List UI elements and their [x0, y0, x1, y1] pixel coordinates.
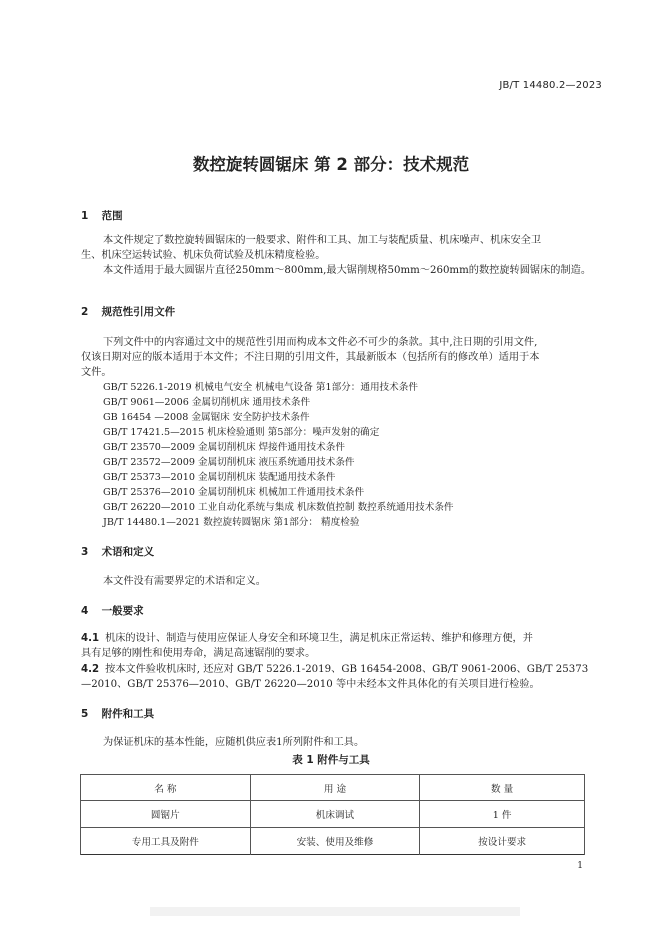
- section-title: 规范性引用文件: [101, 306, 176, 318]
- clause-4-2-line-2: —2010、GB/T 25376—2010、GB/T 26220—2010 等中未经本文件具体化的有关项目进行检验。: [81, 679, 540, 690]
- column-header-name: 名 称: [81, 775, 251, 801]
- reference-item: JB/T 14480.1—2021 数控旋转圆锯床 第1部分： 精度检验: [103, 517, 360, 528]
- clause-number: 4.2: [81, 664, 100, 675]
- standard-code: JB/T 14480.2—2023: [499, 80, 602, 91]
- section-title: 附件和工具: [101, 708, 155, 720]
- accessories-table: [80, 774, 585, 855]
- section-number: 3: [81, 546, 89, 558]
- reference-item: GB/T 5226.1-2019 机械电气安全 机械电气设备 第1部分：通用技术条件: [103, 382, 418, 393]
- document-title: 数控旋转圆锯床 第 2 部分：技术规范: [192, 155, 470, 174]
- section-number: 5: [81, 708, 89, 720]
- section-3-heading: [81, 544, 154, 559]
- column-header-quantity: 数 量: [420, 775, 585, 801]
- section-1-heading: [81, 208, 123, 223]
- section-title: 一般要求: [101, 605, 144, 617]
- reference-item: GB/T 23572—2009 金属切削机床 液压系统通用技术条件: [103, 457, 355, 468]
- reference-item: GB/T 25373—2010 金属切削机床 装配通用技术条件: [103, 472, 336, 483]
- clause-4-1-line-2: 具有足够的刚性和使用寿命，满足高速锯削的要求。: [81, 648, 316, 659]
- section-number: 4: [81, 605, 89, 617]
- section-number: 1: [81, 210, 89, 222]
- reference-item: GB/T 26220—2010 工业自动化系统与集成 机床数值控制 数控系统通用技术条件: [103, 502, 454, 513]
- accessories-paragraph: 为保证机床的基本性能，应随机供应表1所列附件和工具。: [103, 737, 365, 748]
- reference-item: GB/T 25376—2010 金属切削机床 机械加工件通用技术条件: [103, 487, 365, 498]
- table-cell: 1 件: [420, 801, 585, 828]
- table-caption: 表 1 附件与工具: [292, 754, 370, 766]
- refs-intro-line-3: 文件。: [81, 367, 112, 378]
- table-header-row: [81, 775, 585, 801]
- table-row: [81, 801, 585, 828]
- table-cell: 安装、使用及维修: [250, 828, 420, 855]
- footer-watermark-strip: [150, 907, 520, 916]
- scope-line-1: 本文件规定了数控旋转圆锯床的一般要求、附件和工具、加工与装配质量、机床噪声、机床安全卫: [103, 235, 542, 246]
- clause-number: 4.1: [81, 633, 100, 644]
- table-cell: 圆锯片: [81, 801, 251, 828]
- section-5-heading: [81, 706, 154, 721]
- section-4-heading: [81, 603, 144, 618]
- section-title: 术语和定义: [101, 546, 155, 558]
- reference-item: GB 16454 —2008 金属锯床 安全防护技术条件: [103, 412, 310, 423]
- table-cell: 机床调试: [250, 801, 420, 828]
- table-row: [81, 828, 585, 855]
- reference-item: GB/T 17421.5—2015 机床检验通则 第5部分：噪声发射的确定: [103, 427, 380, 438]
- clause-text: 按本文件验收机床时, 还应对 GB/T 5226.1-2019、GB 16454-2008、GB/T 9061-2006、GB/T 25373: [105, 664, 589, 675]
- scope-line-2: 生、机床空运转试验、机床负荷试验及机床精度检验。: [81, 250, 326, 261]
- table-cell: 按设计要求: [420, 828, 585, 855]
- column-header-purpose: 用 途: [250, 775, 420, 801]
- page-number: 1: [577, 861, 583, 871]
- reference-item: GB/T 9061—2006 金属切削机床 通用技术条件: [103, 397, 311, 408]
- section-title: 范围: [101, 210, 123, 222]
- scope-line-3: 本文件适用于最大圆锯片直径250mm～800mm,最大锯削规格50mm～260mm的数控旋转圆锯床的制造。: [103, 265, 592, 276]
- section-2-heading: [81, 304, 175, 319]
- section-number: 2: [81, 306, 89, 318]
- table-cell: 专用工具及附件: [81, 828, 251, 855]
- refs-intro-line-1: 下列文件中的内容通过文中的规范性引用而构成本文件必不可少的条款。其中,注日期的引用文件,: [103, 337, 538, 348]
- terms-paragraph: 本文件没有需要界定的术语和定义。: [103, 576, 266, 587]
- reference-item: GB/T 23570—2009 金属切削机床 焊接件通用技术条件: [103, 442, 345, 453]
- refs-intro-line-2: 仅该日期对应的版本适用于本文件；不注日期的引用文件，其最新版本（包括所有的修改单）适用于本: [81, 352, 540, 363]
- clause-text: 机床的设计、制造与使用应保证人身安全和环境卫生，满足机床正常运转、维护和修理方便，并: [105, 633, 533, 644]
